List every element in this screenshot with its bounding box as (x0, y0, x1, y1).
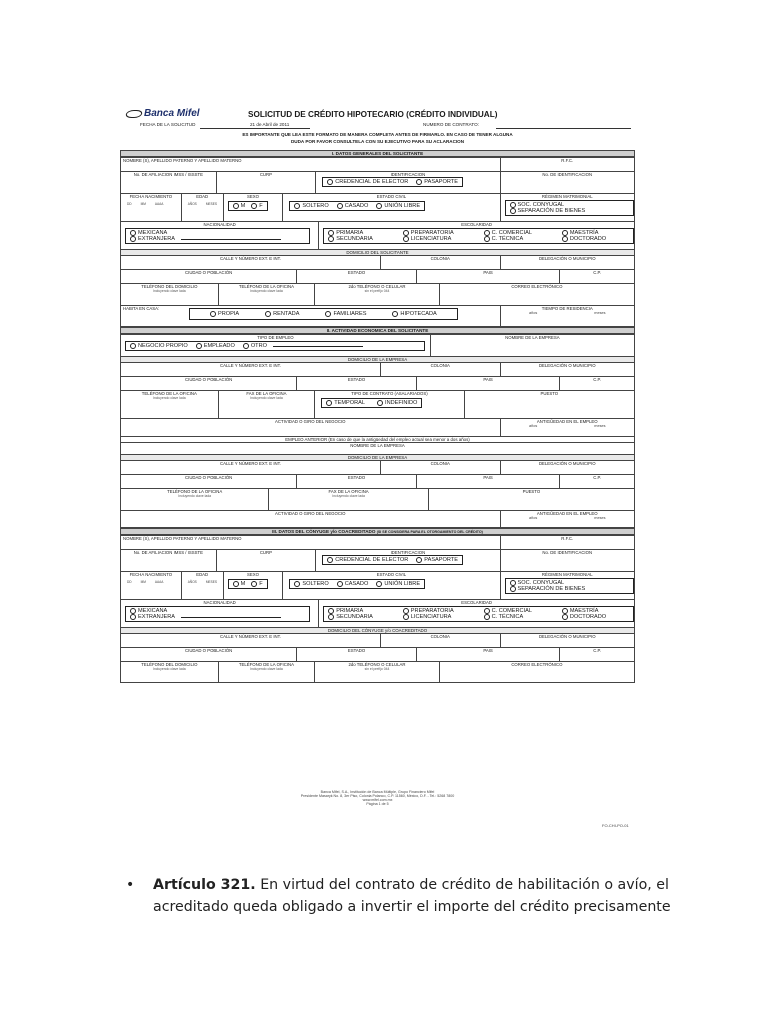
domicilio-subheader: DOMICILIO DEL SOLICITANTE (120, 249, 635, 255)
section-3: NOMBRE (S), APELLIDO PATERNO Y APELLIDO MATERNO R.F.C. No. DE AFILIACION IMSS / ISSSTE CURP IDENTIFICACION CREDENCIAL DE ELECTOR PASAPORTE No. DE IDENTIFICACION FECHA NACIMIENTO DD MM AAAA EDAD AÑOS MESES SEXO M F ESTADO CIVIL SOLTERO CASADO UNIÓN LIBRE RÉGIMEN MATRIMONIAL SOC. CONYUGAL SEPARACIÓN DE BIENES NACIONALIDAD MEXICANA EXTRANJERA ESCOLARIDAD PRIMARIA PREPARATORIA C. COMERCIAL MAESTRÍA SECUNDARIA LICENCIATURA C. TÉCNICA DOCTORADO DOMICILIO DEL CÓNYUGE y/o COACREDITADO CALLE Y NÚMERO EXT. E INT. COLONIA DELEGACIÓN O MUNICIPIO CIUDAD O POBLACIÓN ESTADO PAIS C.P. TELÉFONO DEL DOMICILIO Incluyendo clave lada TELÉFONO DE LA OFICINA Incluyendo clave lada 2do TELÉFONO O CELULAR sin el prefijo 044 CORREO ELECTRÓNICO (120, 535, 635, 683)
habita-label: HABITA EN CASA: (123, 306, 160, 311)
comercial-option[interactable]: C. COMERCIAL (484, 608, 555, 614)
identificacion-options (322, 177, 463, 187)
fax-label: FAX DE LA OFICINA (328, 489, 369, 494)
maestria-option[interactable]: MAESTRÍA (562, 608, 629, 614)
cp-label: C.P. (593, 377, 602, 382)
sexo-m-option[interactable]: M (233, 203, 246, 209)
indefinido-option[interactable]: INDEFINIDO (377, 400, 417, 406)
colonia-label: COLONIA (430, 634, 450, 639)
casado-option[interactable]: CASADO (337, 203, 369, 209)
radio-icon (327, 179, 333, 185)
radio-icon (510, 586, 516, 592)
tel-dom-label: TELÉFONO DEL DOMICILIO (141, 284, 198, 289)
form-code: FO-CHI-PO-01 (602, 823, 629, 828)
nacionalidad-label: NACIONALIDAD (203, 600, 236, 605)
fax-label: FAX DE LA OFICINA (246, 391, 287, 396)
doctorado-option[interactable]: DOCTORADO (562, 236, 629, 242)
dom-conyuge-subheader: DOMICILIO DEL CÓNYUGE y/o COACREDITADO (120, 627, 635, 633)
radio-icon (337, 581, 343, 587)
propia-option[interactable]: PROPIA (210, 311, 239, 317)
form-footer (120, 790, 635, 806)
radio-icon (392, 311, 398, 317)
pasaporte-option[interactable]: PASAPORTE (416, 179, 458, 185)
correo-label: CORREO ELECTRÓNICO (511, 284, 563, 289)
estado-civil-label: ESTADO CIVIL (376, 572, 407, 577)
escolaridad-options (323, 606, 634, 622)
tel-ofi-label: TELÉFONO DE LA OFICINA (238, 662, 295, 667)
fecha-value: 21 de Abril de 2011 (250, 122, 290, 127)
tipo-empleo-label: TIPO DE EMPLEO (257, 335, 294, 340)
section-1-title: I. DATOS GENERALES DEL SOLICITANTE (120, 150, 635, 157)
sexo-options (228, 579, 268, 589)
radio-icon (510, 208, 516, 214)
union-option[interactable]: UNIÓN LIBRE (376, 581, 420, 587)
extranjera-option[interactable]: EXTRANJERA (130, 236, 281, 242)
pasaporte-option[interactable]: PASAPORTE (416, 557, 458, 563)
contrato-label: NUMERO DE CONTRATO: (423, 122, 479, 127)
ciudad-label: CIUDAD O POBLACIÓN (185, 270, 233, 275)
actividad-label: ACTIVIDAD O GIRO DEL NEGOCIO (275, 511, 346, 516)
tecnica-option[interactable]: C. TÉCNICA (484, 614, 555, 620)
pais-label: PAIS (483, 270, 493, 275)
sexo-label: SEXO (247, 194, 259, 199)
nacionalidad-options (125, 606, 310, 622)
habita-options (189, 308, 458, 320)
escolaridad-options (323, 228, 634, 244)
bank-logo (126, 108, 200, 119)
tel-cel-label: 2do TELÉFONO O CELULAR (348, 284, 406, 289)
bank-logo-icon (125, 110, 144, 118)
casado-option[interactable]: CASADO (337, 581, 369, 587)
curp-label: CURP (259, 172, 273, 177)
licenciatura-option[interactable]: LICENCIATURA (403, 236, 477, 242)
extranjera-option[interactable]: EXTRANJERA (130, 614, 281, 620)
nombre-label: NOMBRE (S), APELLIDO PATERNO Y APELLIDO MATERNO (123, 158, 242, 163)
tiempo-res-label: TIEMPO DE RESIDENCIA (541, 306, 593, 311)
radio-icon (210, 311, 216, 317)
calle-label: CALLE Y NÚMERO EXT. E INT. (220, 634, 281, 639)
estado-label: ESTADO (347, 270, 366, 275)
negocio-option[interactable]: NEGOCIO PROPIO (130, 343, 188, 349)
article-body: En virtud del contrato de crédito de habilitación o avío, el acreditado queda obligado a invertir el importe del crédito precisamente (153, 877, 671, 915)
tel-ofi-label: TELÉFONO DE LA OFICINA (141, 391, 197, 396)
separacion-option[interactable]: SEPARACIÓN DE BIENES (510, 208, 586, 214)
curp-label: CURP (259, 550, 273, 555)
antiguedad-label: ANTIGÜEDAD EN EL EMPLEO (536, 511, 598, 516)
otro-option[interactable]: OTRO (243, 343, 363, 349)
tel-ofi-label: TELÉFONO DE LA OFICINA (167, 489, 223, 494)
primaria-option[interactable]: PRIMARIA (328, 608, 396, 614)
tel-ofi-label: TELÉFONO DE LA OFICINA (238, 284, 295, 289)
radio-icon (233, 203, 239, 209)
nacionalidad-options (125, 228, 310, 244)
primaria-option[interactable]: PRIMARIA (328, 230, 396, 236)
warning-line-1: ES IMPORTANTE QUE LEA ESTE FORMATO DE MANERA COMPLETA ANTES DE FIRMARLO. EN CASO DE TENER ALGUNA (242, 132, 513, 137)
calle-label: CALLE Y NÚMERO EXT. E INT. (220, 363, 281, 368)
article-label: Artículo 321. (153, 877, 256, 893)
puesto-label: PUESTO (522, 489, 541, 494)
edad-label: EDAD (196, 572, 209, 577)
doctorado-option[interactable]: DOCTORADO (562, 614, 629, 620)
estado-label: ESTADO (347, 377, 366, 382)
sexo-f-option[interactable]: F (251, 203, 262, 209)
identificacion-label: IDENTIFICACION (390, 172, 426, 177)
nombre-label: NOMBRE (S), APELLIDO PATERNO Y APELLIDO MATERNO (123, 536, 242, 541)
radio-icon (294, 203, 300, 209)
form-header (120, 100, 635, 150)
familiares-option[interactable]: FAMILIARES (325, 311, 366, 317)
empleo-anterior-subheader: EMPLEO ANTERIOR (En caso de que la antigüedad del empleo actual sea menor a dos años) (120, 436, 635, 442)
fecha-nac-label: FECHA NACIMIENTO (129, 572, 173, 577)
radio-icon (403, 614, 409, 620)
radio-icon (484, 614, 490, 620)
fecha-label: FECHA DE LA SOLICITUD (140, 122, 196, 127)
afiliacion-label: No. DE AFILIACION IMSS / ISSSTE (133, 172, 203, 177)
tecnica-option[interactable]: C. TÉCNICA (484, 236, 555, 242)
sexo-options (228, 201, 268, 211)
correo-label: CORREO ELECTRÓNICO (511, 662, 563, 667)
delegacion-label: DELEGACIÓN O MUNICIPIO (538, 256, 596, 261)
regimen-label: RÉGIMEN MATRIMONIAL (541, 572, 593, 577)
section-3-title: III. DATOS DEL CÓNYUGE y/o COACREDITADO (SI SE CONSIDERA PARA EL OTORGAMIENTO DEL CRÉDITO) (120, 528, 635, 535)
conyugal-option[interactable]: SOC. CONYUGAL (510, 202, 565, 208)
radio-icon (130, 343, 136, 349)
calle-label: CALLE Y NÚMERO EXT. E INT. (220, 461, 281, 466)
secundaria-option[interactable]: SECUNDARIA (328, 614, 396, 620)
radio-icon (327, 557, 333, 563)
cp-label: C.P. (593, 648, 602, 653)
nacionalidad-label: NACIONALIDAD (203, 222, 236, 227)
radio-icon (251, 581, 257, 587)
cp-label: C.P. (593, 475, 602, 480)
radio-icon (484, 236, 490, 242)
radio-icon (243, 343, 249, 349)
radio-icon (325, 311, 331, 317)
radio-icon (416, 179, 422, 185)
radio-icon (403, 236, 409, 242)
soltero-option[interactable]: SOLTERO (294, 581, 328, 587)
hipotecada-option[interactable]: HIPOTECADA (392, 311, 436, 317)
no-ident-label: No. DE IDENTIFICACION (542, 550, 593, 555)
estado-civil-options (289, 579, 425, 589)
radio-icon (328, 614, 334, 620)
fecha-nac-label: FECHA NACIMIENTO (129, 194, 173, 199)
estado-label: ESTADO (347, 648, 366, 653)
calle-label: CALLE Y NÚMERO EXT. E INT. (220, 256, 281, 261)
antiguedad-label: ANTIGÜEDAD EN EL EMPLEO (536, 419, 598, 424)
pais-label: PAIS (483, 648, 493, 653)
rentada-option[interactable]: RENTADA (265, 311, 299, 317)
bullet-icon: • (126, 877, 135, 893)
radio-icon (130, 614, 136, 620)
cp-label: C.P. (593, 270, 602, 275)
radio-icon (337, 203, 343, 209)
footer-line-4: Página 1 de 5 (366, 802, 389, 806)
nombre-empresa-label: NOMBRE DE LA EMPRESA (350, 443, 405, 448)
sexo-f-option[interactable]: F (251, 581, 262, 587)
footer-line-3: www.mifel.com.mx (362, 798, 393, 802)
soltero-option[interactable]: SOLTERO (294, 203, 328, 209)
nombre-empresa-label: NOMBRE DE LA EMPRESA (505, 335, 560, 340)
radio-icon (377, 400, 383, 406)
union-option[interactable]: UNIÓN LIBRE (376, 203, 420, 209)
edad-label: EDAD (196, 194, 209, 199)
colonia-label: COLONIA (430, 461, 450, 466)
tel-dom-label: TELÉFONO DEL DOMICILIO (141, 662, 198, 667)
regimen-options (505, 200, 634, 216)
identificacion-options (322, 555, 463, 565)
fecha-line (200, 128, 310, 129)
no-ident-label: No. DE IDENTIFICACION (542, 172, 593, 177)
delegacion-label: DELEGACIÓN O MUNICIPIO (538, 461, 596, 466)
radio-icon (376, 203, 382, 209)
preparatoria-option[interactable]: PREPARATORIA (403, 608, 477, 614)
dom-empresa-anterior-subheader: DOMICILIO DE LA EMPRESA (120, 454, 635, 460)
identificacion-label: IDENTIFICACION (390, 550, 426, 555)
preparatoria-option[interactable]: PREPARATORIA (403, 230, 477, 236)
sexo-label: SEXO (247, 572, 259, 577)
section-2-title: II. ACTIVIDAD ECONOMICA DEL SOLICITANTE (120, 327, 635, 334)
radio-icon (130, 236, 136, 242)
radio-icon (562, 236, 568, 242)
tipo-contrato-label: TIPO DE CONTRATO (ASALARIADOS) (351, 391, 428, 396)
pais-label: PAIS (483, 475, 493, 480)
rfc-label: R.F.C. (561, 158, 574, 163)
empleado-option[interactable]: EMPLEADO (196, 343, 235, 349)
pais-label: PAIS (483, 377, 493, 382)
colonia-label: COLONIA (430, 256, 450, 261)
ciudad-label: CIUDAD O POBLACIÓN (185, 377, 233, 382)
maestria-option[interactable]: MAESTRÍA (562, 230, 629, 236)
article-text (153, 874, 686, 918)
colonia-label: COLONIA (430, 363, 450, 368)
radio-icon (562, 614, 568, 620)
section-2: TIPO DE EMPLEO NEGOCIO PROPIO EMPLEADO OTRO NOMBRE DE LA EMPRESA DOMICILIO DE LA EMPRESA CALLE Y NÚMERO EXT. E INT. COLONIA DELEGACIÓN O MUNICIPIO CIUDAD O POBLACIÓN ESTADO PAIS C.P. TELÉFONO DE LA OFICINA Incluyendo clave lada FAX DE LA OFICINA Incluyendo clave lada TIPO DE CONTRATO (ASALARIADOS) TEMPORAL INDEFINIDO PUESTO ACTIVIDAD O GIRO DEL NEGOCIO ANTIGÜEDAD EN EL EMPLEO años meses EMPLEO ANTERIOR (En caso de que la antigüedad del empleo actual sea menor a dos años) NOMBRE DE LA EMPRESA DOMICILIO DE LA EMPRESA CALLE Y NÚMERO EXT. E INT. COLONIA DELEGACIÓN O MUNICIPIO CIUDAD O POBLACIÓN ESTADO PAIS C.P. TELÉFONO DE LA OFICINA Incluyendo clave lada FAX DE LA OFICINA Incluyendo clave lada PUESTO ACTIVIDAD O GIRO DEL NEGOCIO ANTIGÜEDAD EN EL EMPLEO años meses (120, 334, 635, 528)
dom-empresa-subheader: DOMICILIO DE LA EMPRESA (120, 356, 635, 362)
rfc-label: R.F.C. (561, 536, 574, 541)
regimen-label: RÉGIMEN MATRIMONIAL (541, 194, 593, 199)
radio-icon (376, 581, 382, 587)
afiliacion-label: No. DE AFILIACION IMSS / ISSSTE (133, 550, 203, 555)
temporal-option[interactable]: TEMPORAL (326, 400, 365, 406)
tipo-empleo-options (125, 341, 425, 351)
radio-icon (265, 311, 271, 317)
delegacion-label: DELEGACIÓN O MUNICIPIO (538, 634, 596, 639)
estado-civil-label: ESTADO CIVIL (376, 194, 407, 199)
estado-civil-options (289, 201, 425, 211)
radio-icon (294, 581, 300, 587)
tel-cel-label: 2do TELÉFONO O CELULAR (348, 662, 406, 667)
radio-icon (196, 343, 202, 349)
radio-icon (328, 236, 334, 242)
contrato-line (496, 128, 631, 129)
sexo-m-option[interactable]: M (233, 581, 246, 587)
licenciatura-option[interactable]: LICENCIATURA (403, 614, 477, 620)
ciudad-label: CIUDAD O POBLACIÓN (185, 648, 233, 653)
regimen-options (505, 578, 634, 594)
warning-line-2: DUDA POR FAVOR CONSULTELA CON SU EJECUTIVO PARA SU ACLARACION (290, 139, 465, 144)
comercial-option[interactable]: C. COMERCIAL (484, 230, 555, 236)
footer-line-1: Banca Mifel, S.A., Institución de Banca Múltiple, Grupo Financiero Mifel (320, 790, 435, 794)
radio-icon (326, 400, 332, 406)
credit-application-form (120, 100, 635, 683)
separacion-option[interactable]: SEPARACIÓN DE BIENES (510, 586, 586, 592)
escolaridad-label: ESCOLARIDAD (461, 222, 493, 227)
ciudad-label: CIUDAD O POBLACIÓN (185, 475, 233, 480)
mexicana-option[interactable]: MEXICANA (130, 608, 167, 614)
bank-name: Banca Mifel (144, 108, 200, 119)
secundaria-option[interactable]: SECUNDARIA (328, 236, 396, 242)
escolaridad-label: ESCOLARIDAD (461, 600, 493, 605)
delegacion-label: DELEGACIÓN O MUNICIPIO (538, 363, 596, 368)
credencial-option[interactable]: CREDENCIAL DE ELECTOR (327, 557, 408, 563)
section-1: NOMBRE (S), APELLIDO PATERNO Y APELLIDO MATERNO R.F.C. No. DE AFILIACION IMSS / ISSSTE CURP IDENTIFICACION CREDENCIAL DE ELECTOR PASAPORTE No. DE IDENTIFICACION FECHA NACIMIENTO DD MM AAAA EDAD AÑOS MESES SEXO M F ESTADO CIVIL SOLTERO CASADO UNIÓN LIBRE RÉGIMEN MATRIMONIAL SOC. CONYUGAL SEPARACIÓN DE BIENES NACIONALIDAD MEXICANA EXTRANJERA ESCOLARIDAD PRIMARIA PREPARATORIA C. COMERCIAL MAESTRÍA SECUNDARIA LICENCIATURA C. TÉCNICA DOCTORADO DOMICILIO DEL SOLICITANTE CALLE Y NÚMERO EXT. E INT. COLONIA DELEGACIÓN O MUNICIPIO CIUDAD O POBLACIÓN ESTADO PAIS C.P. TELÉFONO DEL DOMICILIO Incluyendo clave lada TELÉFONO DE LA OFICINA Incluyendo clave lada 2do TELÉFONO O CELULAR sin el prefijo 044 CORREO ELECTRÓNICO HABITA EN CASA: PROPIA RENTADA FAMILIARES HIPOTECADA TIEMPO DE RESIDENCIA años meses (120, 157, 635, 327)
estado-label: ESTADO (347, 475, 366, 480)
credencial-option[interactable]: CREDENCIAL DE ELECTOR (327, 179, 408, 185)
footer-line-2: Presidente Masaryk No. 8, 3er Piso, Colonia Polanco, C.P. 11560, México, D.F. - Tel.: 5268 7800 (300, 794, 455, 798)
conyugal-option[interactable]: SOC. CONYUGAL (510, 580, 565, 586)
tipo-contrato-options (321, 398, 422, 408)
actividad-label: ACTIVIDAD O GIRO DEL NEGOCIO (275, 419, 346, 424)
radio-icon (233, 581, 239, 587)
mexicana-option[interactable]: MEXICANA (130, 230, 167, 236)
radio-icon (416, 557, 422, 563)
radio-icon (251, 203, 257, 209)
form-title: SOLICITUD DE CRÉDITO HIPOTECARIO (CRÉDITO INDIVIDUAL) (248, 110, 498, 119)
article-321 (126, 874, 686, 918)
puesto-label: PUESTO (540, 391, 559, 396)
